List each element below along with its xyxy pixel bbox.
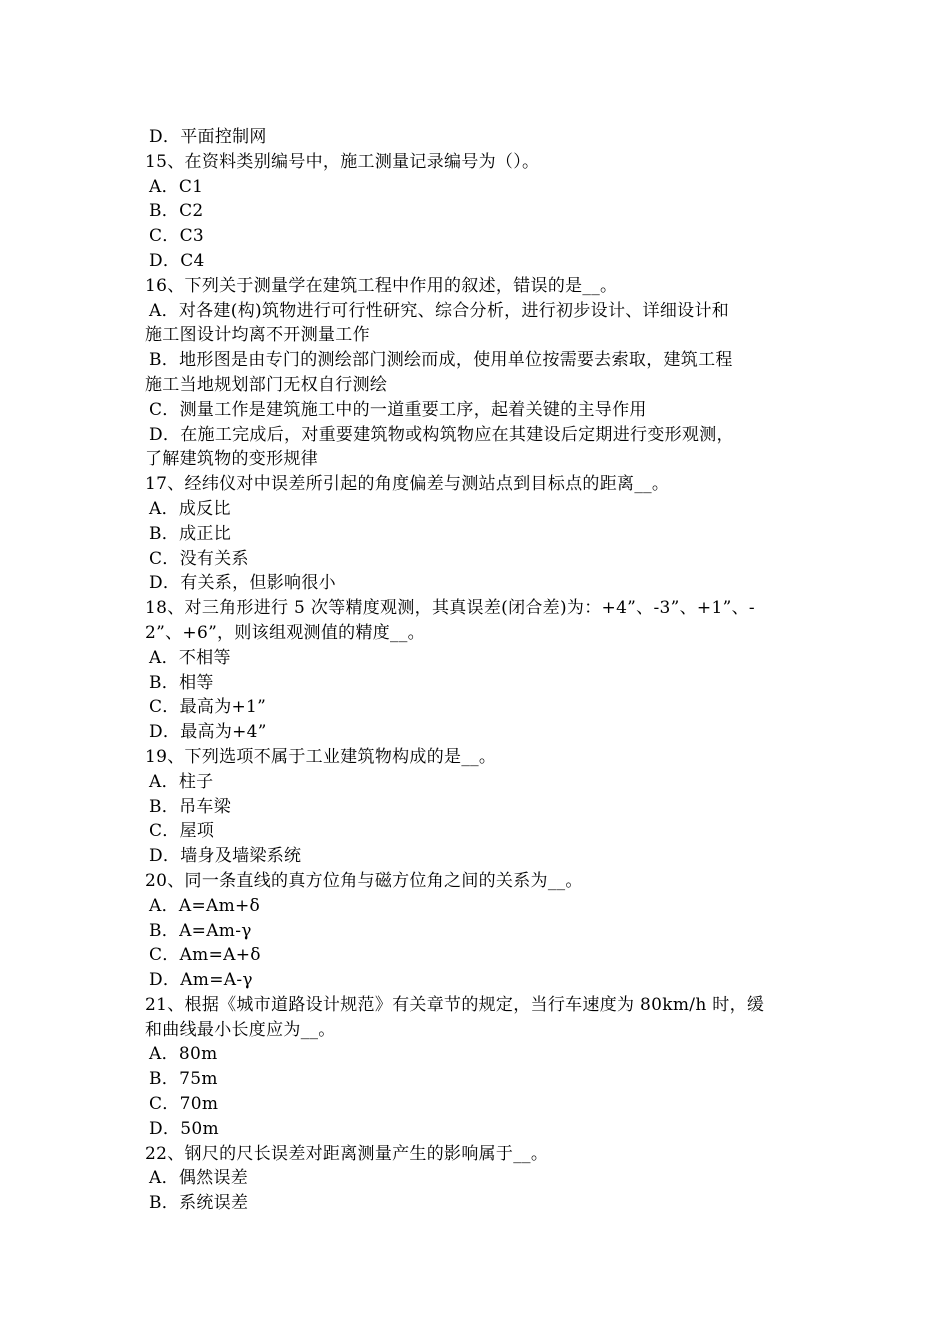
- answer-option: C．Am=A+δ: [149, 945, 261, 966]
- question-text: 和曲线最小长度应为__。: [145, 1019, 336, 1040]
- question-text: 施工当地规划部门无权自行测绘: [145, 374, 388, 395]
- question-text: 18、对三角形进行 5 次等精度观测，其真误差(闭合差)为：+4”、-3”、+1”、-: [145, 598, 755, 619]
- answer-option: A．对各建(构)筑物进行可行性研究、综合分析，进行初步设计、详细设计和: [149, 300, 730, 321]
- answer-option: B．相等: [149, 672, 214, 693]
- question-text: 2”、+6”，则该组观测值的精度__。: [145, 622, 425, 643]
- answer-option: B．75m: [149, 1069, 218, 1090]
- question-text: 22、钢尺的尺长误差对距离测量产生的影响属于__。: [145, 1143, 549, 1164]
- answer-option: B．C2: [149, 201, 204, 222]
- document-body: [145, 125, 810, 1216]
- answer-option: D．Am=A-γ: [149, 970, 253, 991]
- answer-option: D．墙身及墙梁系统: [149, 846, 302, 867]
- question-text: 16、下列关于测量学在建筑工程中作用的叙述，错误的是__。: [145, 275, 618, 296]
- question-text: 21、根据《城市道路设计规范》有关章节的规定，当行车速度为 80km/h 时，缓: [145, 994, 765, 1015]
- answer-option: A．偶然误差: [149, 1168, 249, 1189]
- answer-option: D．在施工完成后，对重要建筑物或构筑物应在其建设后定期进行变形观测，: [149, 424, 734, 445]
- question-text: 15、在资料类别编号中，施工测量记录编号为（）。: [145, 151, 540, 172]
- answer-option: B．系统误差: [149, 1193, 249, 1214]
- question-text: 19、下列选项不属于工业建筑物构成的是__。: [145, 746, 497, 767]
- answer-option: A．不相等: [149, 647, 231, 668]
- answer-option: D．最高为+4”: [149, 722, 267, 743]
- answer-option: C．最高为+1”: [149, 697, 267, 718]
- answer-option: C．C3: [149, 226, 205, 247]
- answer-option: A．80m: [149, 1044, 218, 1065]
- answer-option: B．成正比: [149, 523, 231, 544]
- answer-option: A．C1: [149, 176, 204, 197]
- answer-option: B．A=Am-γ: [149, 920, 252, 941]
- answer-option: D．有关系，但影响很小: [149, 573, 336, 594]
- answer-option: C．没有关系: [149, 548, 249, 569]
- question-text: 20、同一条直线的真方位角与磁方位角之间的关系为__。: [145, 870, 583, 891]
- answer-option: A．A=Am+δ: [149, 895, 261, 916]
- answer-option: D．50m: [149, 1118, 219, 1139]
- answer-option: A．柱子: [149, 771, 214, 792]
- answer-option: A．成反比: [149, 498, 231, 519]
- question-text: 施工图设计均离不开测量工作: [145, 325, 370, 346]
- answer-option: D．平面控制网: [149, 127, 267, 147]
- answer-option: B．吊车梁: [149, 796, 231, 817]
- answer-option: B．地形图是由专门的测绘部门测绘而成，使用单位按需要去索取，建筑工程: [149, 350, 733, 371]
- answer-option: C．屋项: [149, 821, 215, 842]
- question-text: 了解建筑物的变形规律: [145, 449, 318, 470]
- answer-option: C．70m: [149, 1094, 219, 1115]
- question-text: 17、经纬仪对中误差所引起的角度偏差与测站点到目标点的距离__。: [145, 474, 670, 495]
- answer-option: D．C4: [149, 250, 205, 271]
- answer-option: C．测量工作是建筑施工中的一道重要工序，起着关键的主导作用: [149, 399, 647, 420]
